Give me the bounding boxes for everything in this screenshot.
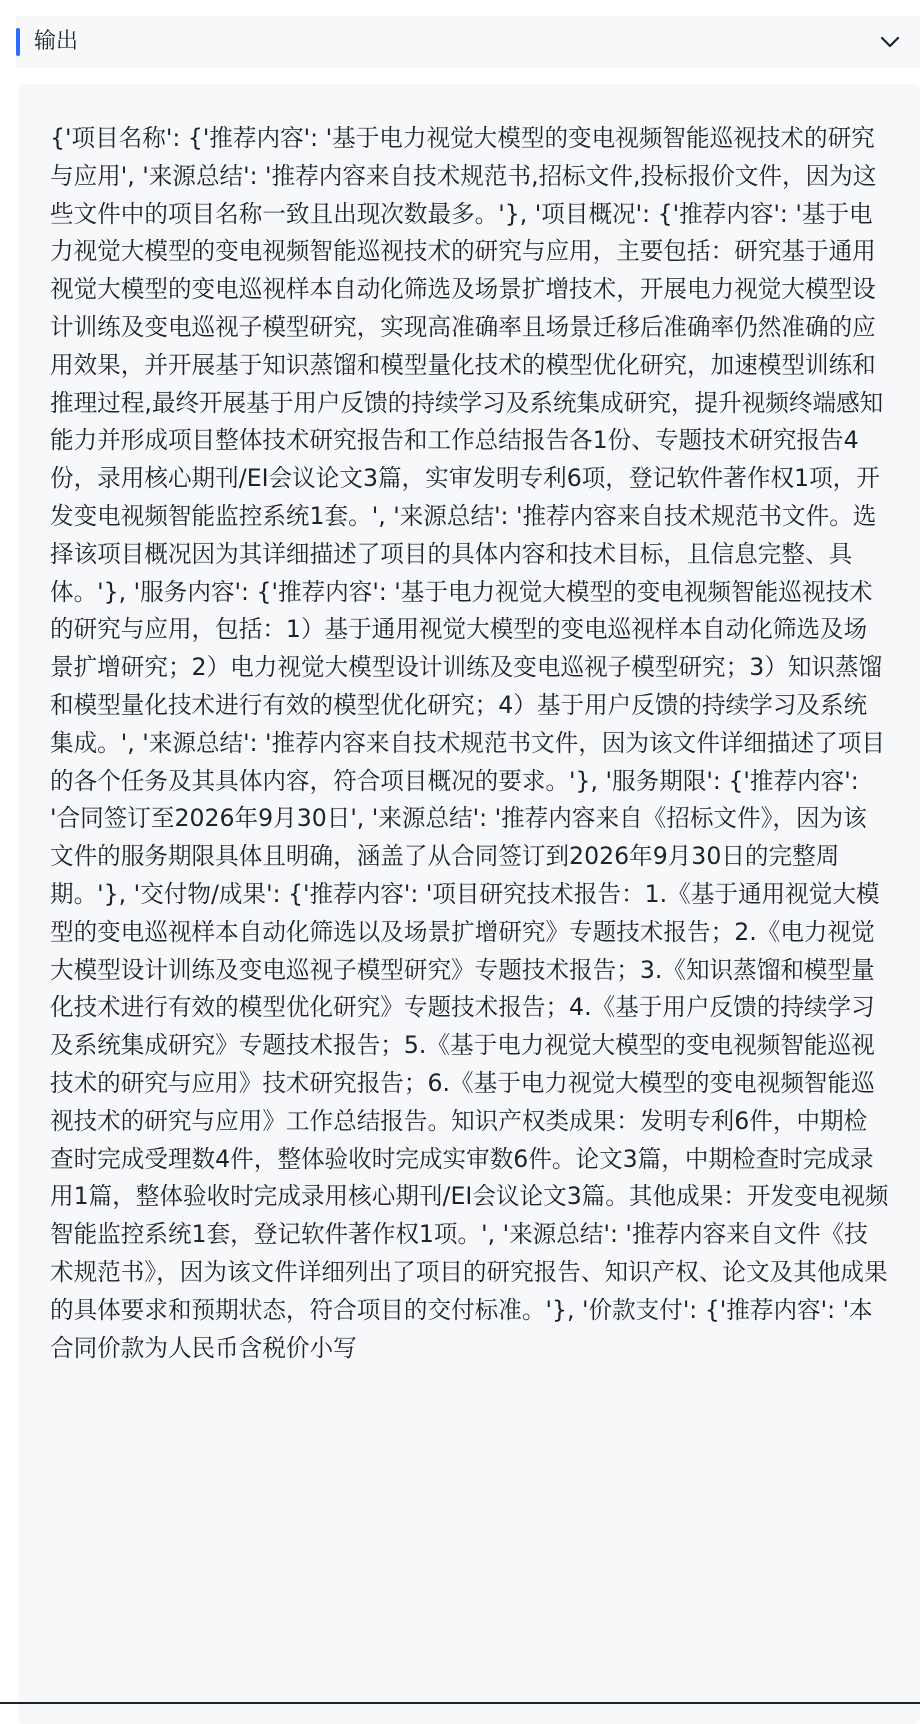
panel-title: 输出: [34, 29, 79, 54]
header-accent-bar: [16, 28, 20, 56]
panel-header[interactable]: [16, 16, 920, 68]
output-content: [18, 84, 920, 1724]
chevron-down-icon[interactable]: [878, 30, 902, 54]
output-text: {'项目名称': {'推荐内容': '基于电力视觉大模型的变电视频智能巡视技术的研究与应用', '来源总结': '推荐内容来自技术规范书,招标文件,投标报价文件，因为这些文件中的项目名称一致且出现次数最多。'}, '项目概况': {'推荐内容': '基于电力视觉大模型的变电视频智能巡视技术的研究与应用，主要包括：研究基于通用视觉大模型的变电巡视样本自动化筛选及场景扩增技术，开展电力视觉大模型设计训练及变电巡视子模型研究，实现高准确率且场景迁移后准确率仍然准确的应用效果，并开展基于知识蒸馏和模型量化技术的模型优化研究，加速模型训练和推理过程,最终开展基于用户反馈的持续学习及系统集成研究，提升视频终端感知能力并形成项目整体技术研究报告和工作总结报告各1份、专题技术研究报告4份，录用核心期刊/EI会议论文3篇，实审发明专利6项，登记软件著作权1项，开发变电视频智能监控系统1套。', '来源总结': '推荐内容来自技术规范书文件。选择该项目概况因为其详细描述了项目的具体内容和技术目标，且信息完整、具体。'}, '服务内容': {'推荐内容': '基于电力视觉大模型的变电视频智能巡视技术的研究与应用，包括：1）基于通用视觉大模型的变电巡视样本自动化筛选及场景扩增研究；2）电力视觉大模型设计训练及变电巡视子模型研究；3）知识蒸馏和模型量化技术进行有效的模型优化研究；4）基于用户反馈的持续学习及系统集成。', '来源总结': '推荐内容来自技术规范书文件，因为该文件详细描述了项目的各个任务及其具体内容，符合项目概况的要求。'}, '服务期限': {'推荐内容': '合同签订至2026年9月30日', '来源总结': '推荐内容来自《招标文件》，因为该文件的服务期限具体且明确，涵盖了从合同签订到2026年9月30日的完整周期。'}, '交付物/成果': {'推荐内容': '项目研究技术报告：1.《基于通用视觉大模型的变电巡视样本自动化筛选以及场景扩增研究》专题技术报告；2.《电力视觉大模型设计训练及变电巡视子模型研究》专题技术报告；3.《知识蒸馏和模型量化技术进行有效的模型优化研究》专题技术报告；4.《基于用户反馈的持续学习及系统集成研究》专题技术报告；5.《基于电力视觉大模型的变电视频智能巡视技术的研究与应用》技术研究报告；6.《基于电力视觉大模型的变电视频智能巡视技术的研究与应用》工作总结报告。知识产权类成果：发明专利6件，中期检查时完成受理数4件，整体验收时完成实审数6件。论文3篇，中期检查时完成录用1篇，整体验收时完成录用核心期刊/EI会议论文3篇。其他成果：开发变电视频智能监控系统1套，登记软件著作权1项。', '来源总结': '推荐内容来自文件《技术规范书》，因为该文件详细列出了项目的研究报告、知识产权、论文及其他成果的具体要求和预期状态，符合项目的交付标准。'}, '价款支付': {'推荐内容': '本合同价款为人民币含税价小写: [50, 124, 889, 1362]
